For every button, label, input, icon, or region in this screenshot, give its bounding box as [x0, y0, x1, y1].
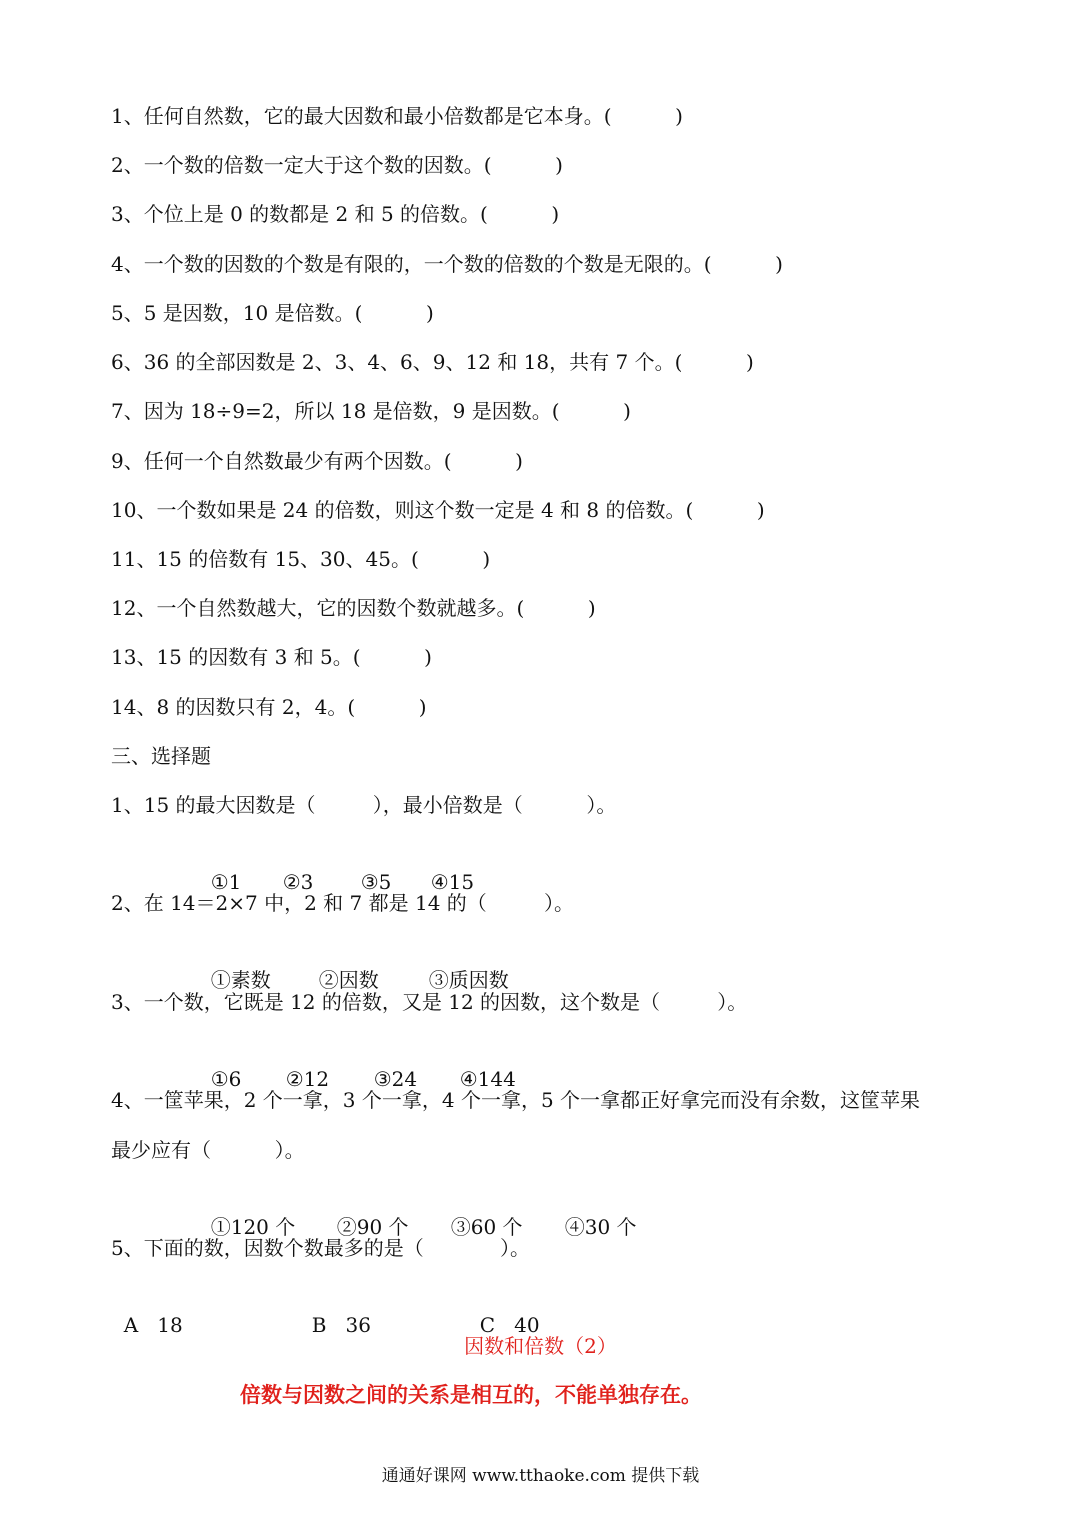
judgement-question-6: 6、36 的全部因数是 2、3、4、6、9、12 和 18，共有 7 个。( )	[111, 350, 754, 374]
section-title: 三、选择题	[111, 744, 211, 768]
judgement-question-7: 7、因为 18÷9=2，所以 18 是倍数，9 是因数。( )	[111, 399, 631, 423]
option: ②3	[282, 870, 314, 894]
judgement-question-4: 4、一个数的因数的个数是有限的，一个数的倍数的个数是无限的。( )	[111, 252, 783, 276]
option: B 36	[311, 1313, 371, 1337]
choice-question-5: 5、下面的数，因数个数最多的是（ ）。	[111, 1236, 531, 1260]
judgement-question-5: 5、5 是因数，10 是倍数。( )	[111, 301, 434, 325]
choice-options-3	[198, 1037, 516, 1093]
judgement-question-10: 10、一个数如果是 24 的倍数，则这个数一定是 4 和 8 的倍数。( )	[111, 498, 765, 522]
option: ③质因数	[428, 968, 509, 992]
choice-options-1	[198, 840, 474, 896]
judgement-question-14: 14、8 的因数只有 2，4。( )	[111, 695, 427, 719]
choice-question-1: 1、15 的最大因数是（ ），最小倍数是（ ）。	[111, 793, 617, 817]
lesson-title: 因数和倍数（2）	[464, 1334, 617, 1358]
option: ①6	[210, 1067, 242, 1091]
option: ④144	[459, 1067, 516, 1091]
page-footer: 通通好课网 www.tthaoke.com 提供下载	[381, 1466, 700, 1486]
option: ①素数	[210, 968, 271, 992]
judgement-question-13: 13、15 的因数有 3 和 5。( )	[111, 645, 432, 669]
choice-options-5	[111, 1283, 540, 1339]
judgement-question-11: 11、15 的倍数有 15、30、45。( )	[111, 547, 491, 571]
option: ③60 个	[450, 1215, 523, 1239]
choice-question-2: 2、在 14＝2×7 中，2 和 7 都是 14 的（ ）。	[111, 891, 574, 915]
judgement-question-12: 12、一个自然数越大，它的因数个数就越多。( )	[111, 596, 596, 620]
option: ③5	[360, 870, 392, 894]
option: A 18	[123, 1313, 183, 1337]
choice-options-4	[198, 1185, 637, 1241]
judgement-question-3: 3、个位上是 0 的数都是 2 和 5 的倍数。( )	[111, 202, 560, 226]
option: ④15	[430, 870, 475, 894]
judgement-question-2: 2、一个数的倍数一定大于这个数的因数。( )	[111, 153, 563, 177]
option: C 40	[479, 1313, 540, 1337]
judgement-question-9: 9、任何一个自然数最少有两个因数。( )	[111, 449, 523, 473]
option: ①120 个	[210, 1215, 296, 1239]
option: ②90 个	[336, 1215, 409, 1239]
key-point-note: 倍数与因数之间的关系是相互的，不能单独存在。	[240, 1382, 702, 1407]
judgement-question-1: 1、任何自然数，它的最大因数和最小倍数都是它本身。( )	[111, 104, 683, 128]
option: ②12	[285, 1067, 330, 1091]
choice-question-4-line-2: 最少应有（ ）。	[111, 1138, 305, 1162]
option: ②因数	[318, 968, 379, 992]
option: ①1	[210, 870, 242, 894]
choice-question-4-line-1: 4、一筐苹果，2 个一拿，3 个一拿，4 个一拿，5 个一拿都正好拿完而没有余数，这筐苹果	[111, 1088, 921, 1112]
choice-options-2	[198, 938, 509, 994]
choice-question-3: 3、一个数，它既是 12 的倍数，又是 12 的因数，这个数是（ ）。	[111, 990, 748, 1014]
option: ③24	[373, 1067, 418, 1091]
option: ④30 个	[564, 1215, 637, 1239]
